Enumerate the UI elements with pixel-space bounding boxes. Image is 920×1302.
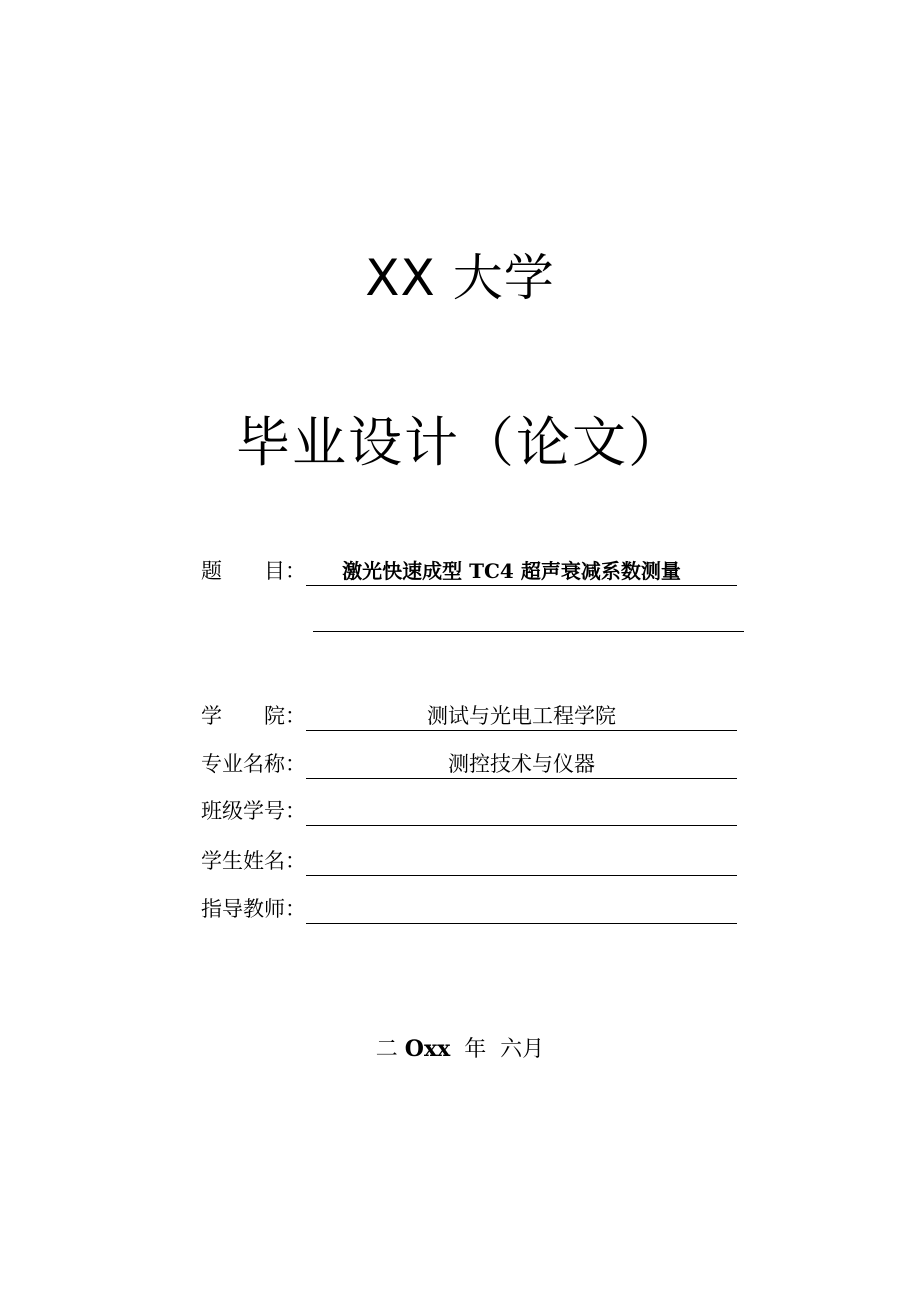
title-label: 题 目：	[201, 559, 306, 583]
date-year: Oxx	[404, 1036, 451, 1062]
college-row	[201, 697, 737, 731]
student-name-field	[306, 846, 737, 876]
major-value: 测控技术与仪器	[448, 752, 595, 776]
college-value: 测试与光电工程学院	[427, 704, 616, 728]
advisor-label: 指导教师：	[201, 897, 306, 921]
date-prefix: 二	[375, 1037, 405, 1062]
date-suffix: 年 六月	[450, 1037, 545, 1062]
class-id-row	[201, 792, 737, 826]
advisor-field	[306, 894, 737, 924]
major-label: 专业名称：	[201, 752, 306, 776]
class-id-field	[306, 796, 737, 826]
class-id-label: 班级学号：	[201, 799, 306, 823]
college-label: 学 院：	[201, 704, 306, 728]
title-row	[201, 552, 737, 586]
title-row-2	[313, 598, 744, 632]
submission-date	[0, 1034, 920, 1065]
advisor-row	[201, 890, 737, 924]
title-value: 激光快速成型 TC4 超声衰减系数测量	[342, 559, 681, 583]
title-field	[306, 556, 737, 586]
major-row	[201, 745, 737, 779]
student-name-label: 学生姓名：	[201, 849, 306, 873]
college-field	[306, 701, 737, 731]
university-name: XX 大学	[365, 249, 555, 307]
student-name-row	[201, 842, 737, 876]
major-field	[306, 749, 737, 779]
title-field-line-2	[313, 602, 744, 632]
document-type-title: 毕业设计（论文）	[236, 411, 684, 474]
